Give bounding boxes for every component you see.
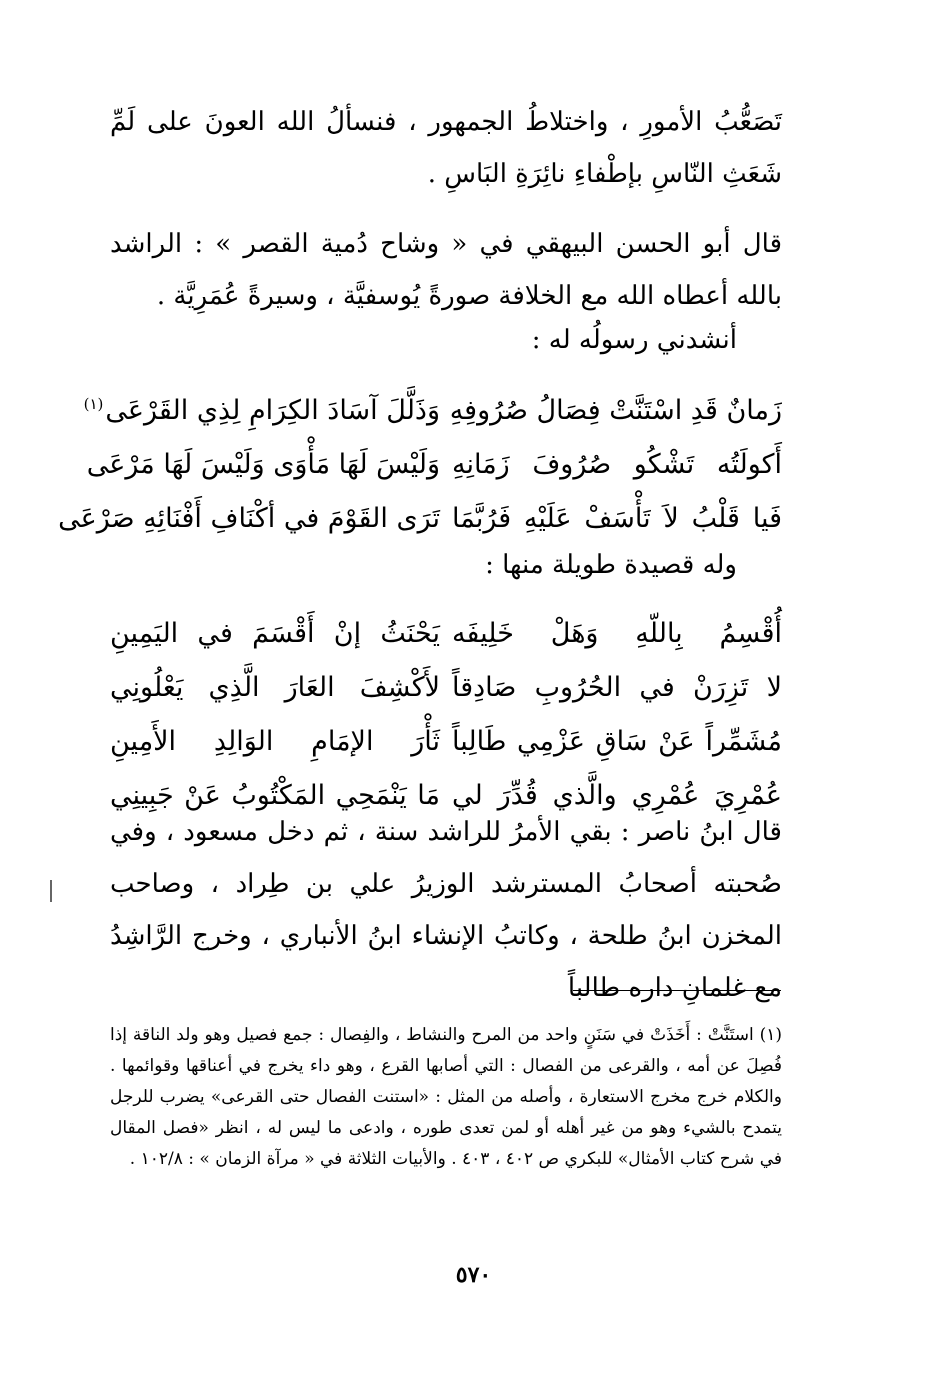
verse-first-hemistich: لا تَزِرَنْ في الحُرُوبِ صَادِقاً bbox=[452, 671, 782, 703]
verse-line bbox=[110, 606, 782, 660]
verse-first-hemistich: أُقْسِمُ بِاللّهِ وَهَلْ خَلِيفَه bbox=[452, 617, 782, 649]
verse-first-hemistich: أَكولَتُه تَشْكُو صُرُوفَ زَمَانِهِ bbox=[452, 448, 782, 480]
poem-2 bbox=[110, 606, 782, 822]
page-number: ٥٧٠ bbox=[455, 1262, 492, 1288]
verse-second-hemistich: لأَكْشِفَ العَارَ الَّذِي يَعْلُونِي bbox=[110, 671, 440, 703]
scan-mark bbox=[50, 880, 52, 902]
footnote-marker: (١) bbox=[83, 394, 104, 413]
verse-line bbox=[83, 383, 782, 437]
verse-line bbox=[58, 491, 782, 545]
verse-second-hemistich: ثَأْرَ الإمَامِ الوَالِدِ الأَمِينِ bbox=[110, 725, 440, 757]
footnote-separator bbox=[573, 990, 781, 991]
verse-first-hemistich: عُمْرِيَ عُمْرِي والَّذي قُدِّرَ لي bbox=[452, 779, 782, 811]
verse-second-hemistich: مَا يَنْمَحِي المَكْتُوبُ عَنْ جَبِينِي bbox=[110, 779, 440, 811]
verse-line bbox=[110, 660, 782, 714]
verse-second-hemistich bbox=[83, 394, 440, 426]
footnote: (١) استَنَّتْ : أَخَذَتْ في سَنَنٍ واحد من المرح والنشاط ، والفِصال : جمع فصيل وهو ولد الناقة إذا فُصِلَ عن أمه ، والقرعى من الفصال : التي أصابها القرع ، وهو داء يخرج في أعناقها وقوائمها . والكلام خرج مخرج الاستعارة ، وأصله من المثل : «استنت الفصال حتى القرعى» يضرب للرجل يتمدح بالشيء وهو من غير أهله أو لمن تعدى طوره ، وادعى ما ليس له ، انظر «فصل المقال في شرح كتاب الأمثال» للبكري ص ٤٠٢ ، ٤٠٣ . والأبيات الثلاثة في « مرآة الزمان » : ١٠٢/٨ . bbox=[110, 1025, 782, 1169]
poem-intro-2: وله قصيدة طويلة منها : bbox=[485, 550, 737, 580]
verse-second-hemistich: وَلَيْسَ لَهَا مَأْوَى وَلَيْسَ لَهَا مَرْعَى bbox=[86, 448, 440, 480]
verse-first-hemistich: فَيا قَلْبُ لاَ تَأْسَفْ عَلَيْهِ فَرُبَّمَا bbox=[452, 502, 782, 534]
paragraph-opening: تَصَعُّبُ الأمورِ ، واختلاطُ الجمهور ، فنسألُ الله العونَ على لَمِّ شَعَثِ النّاسِ بإطْفاءِ نائِرَةِ البَاسِ . bbox=[110, 107, 782, 189]
poem-intro-1: أنشدني رسولُه له : bbox=[531, 325, 737, 355]
verse-first-hemistich: مُشَمِّراً عَنْ سَاقِ عَزْمِي طَالِباً bbox=[452, 725, 782, 757]
verse-second-hemistich: تَرَى القَوْمَ في أكْنَافِ أَفْنَائِهِ صَرْعَى bbox=[58, 502, 440, 534]
verse-line bbox=[110, 714, 782, 768]
verse-first-hemistich: زَمانٌ قَدِ اسْتَنَّتْ فِصَالُ صُرُوفِهِ bbox=[449, 394, 782, 426]
verse-second-hemistich: يَحْنَثُ إنْ أَقْسَمَ في اليَمِينِ bbox=[110, 617, 440, 649]
paragraph-ibn-nasir: قال ابنُ ناصر : بقي الأمرُ للراشد سنة ، ثم دخل مسعود ، وفي صُحبته أصحابُ المسترشد الوزيرُ علي بن طِراد ، وصاحب المخزن ابنُ طلحة ، وكاتبُ الإنشاء ابنُ الأنباري ، وخرج الرَّاشِدُ مع غلمانِ داره طالباً bbox=[110, 817, 782, 1003]
verse-text: وَذَلَّلَ آسَادَ الكِرَامِ لِذِي القَرْعَى bbox=[105, 394, 440, 426]
verse-line bbox=[86, 437, 782, 491]
paragraph-bayhaqi-quote: قال أبو الحسن البيهقي في « وشاح دُمية القصر » : الراشد بالله أعطاه الله مع الخلافة صورةً يُوسفيَّة ، وسيرةً عُمَرِيَّة . bbox=[110, 229, 782, 311]
poem-1 bbox=[58, 383, 782, 545]
